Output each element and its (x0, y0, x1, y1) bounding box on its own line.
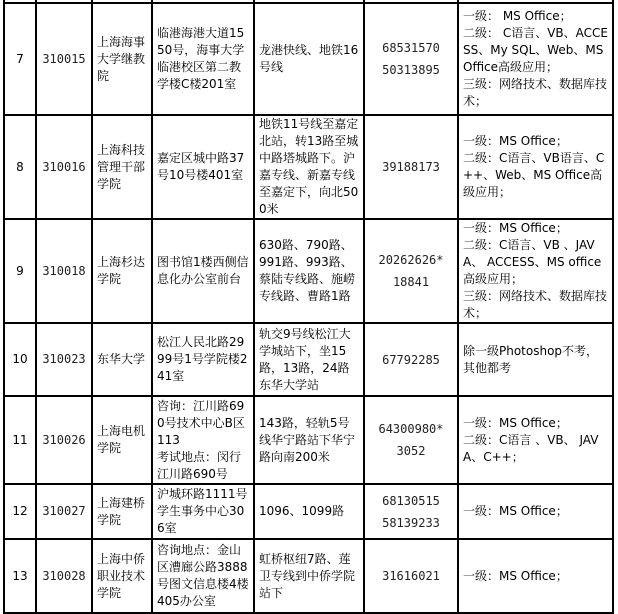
center-name (92, 396, 152, 484)
exam-levels (458, 3, 613, 115)
address-line: 咨询：江川路690号技术中心B区113 (157, 398, 245, 447)
center-address (152, 396, 254, 484)
center-address (152, 484, 254, 539)
address-line: 松江人民北路2999号1号学院楼241室 (157, 335, 248, 383)
row-index (4, 323, 36, 396)
code-text: 310016 (42, 159, 86, 174)
exam-level-line: 一级：MS Office； (463, 221, 568, 235)
code-text: 310015 (42, 51, 86, 66)
row-index (4, 219, 36, 323)
center-address (152, 219, 254, 323)
exam-levels (458, 219, 613, 323)
phone-number: 31616021 (382, 569, 440, 583)
exam-level-line: 二级： C语言、VB、ACCESS、My SQL、Web、MS Office高级应用； (463, 26, 608, 74)
phone-numbers (364, 539, 458, 613)
center-code (36, 539, 92, 613)
name-text: 上海海事大学继教院 (97, 34, 146, 83)
phone-number: 68130515 (382, 493, 440, 508)
index-text: 10 (12, 352, 28, 366)
row-index (4, 396, 36, 484)
index-text: 12 (12, 504, 28, 518)
index-text: 9 (16, 263, 24, 278)
row-index (4, 115, 36, 219)
center-code (36, 396, 92, 484)
center-name (92, 323, 152, 396)
table-row (4, 3, 613, 115)
transit-text: 虹桥枢纽7路、莲卫专线到中侨学院站下 (259, 551, 356, 600)
table-row (4, 115, 613, 219)
transit-text: 轨交9号线松江大学城站下，坐15路，13路，24路东华大学站 (259, 326, 351, 392)
center-address (152, 323, 254, 396)
exam-level-line: 一级：MS Office； (463, 415, 568, 430)
transit-info (254, 3, 364, 115)
exam-level-line: 三级：网络技术、数据库技术； (463, 289, 608, 320)
phone-numbers (364, 3, 458, 115)
exam-levels (458, 539, 613, 613)
index-text: 7 (16, 51, 24, 66)
exam-level-line: 除一级Photoshop不考，其他都考 (463, 343, 599, 375)
code-text: 310018 (42, 263, 86, 278)
transit-text: 630路、790路、991路、993路、蔡陆专线路、施崂专线路、曹路1路 (259, 238, 356, 303)
address-line: 嘉定区城中路37号10号楼401室 (157, 151, 245, 182)
code-text: 310023 (42, 352, 86, 366)
phone-number: 3052 (396, 444, 426, 458)
phone-number: 67792285 (382, 352, 440, 367)
exam-levels (458, 396, 613, 484)
center-code (36, 484, 92, 539)
transit-info (254, 396, 364, 484)
phone-numbers (364, 484, 458, 539)
phone-number: 20262626* (378, 253, 444, 267)
transit-text: 地铁11号线至嘉定北站，转13路至城中路塔城路下。沪嘉专线、新嘉专线至嘉定下，向北500米 (259, 117, 359, 216)
row-index (4, 539, 36, 613)
address-line: 沪城环路1111号学生事务中心306室 (157, 487, 248, 535)
name-text: 上海科技管理干部学院 (97, 142, 146, 191)
table-row (4, 219, 613, 323)
center-name (92, 484, 152, 539)
table-row (4, 539, 613, 613)
table-row (4, 396, 613, 484)
center-code (36, 219, 92, 323)
center-code (36, 115, 92, 219)
code-text: 310026 (42, 432, 86, 447)
center-name (92, 3, 152, 115)
index-text: 8 (16, 159, 24, 174)
phone-number: 18841 (392, 275, 430, 289)
phone-numbers (364, 219, 458, 323)
code-text: 310027 (42, 504, 86, 518)
name-text: 上海建桥学院 (97, 495, 146, 527)
table-row (4, 484, 613, 539)
phone-number: 39188173 (382, 160, 440, 174)
phone-numbers (364, 396, 458, 484)
center-name (92, 115, 152, 219)
exam-level-line: 一级：MS Office； (463, 568, 568, 583)
name-text: 上海电机学院 (97, 424, 146, 455)
center-address (152, 539, 254, 613)
center-name (92, 539, 152, 613)
transit-text: 1096、1099路 (259, 504, 345, 518)
name-text: 上海杉达学院 (97, 255, 146, 286)
row-index (4, 3, 36, 115)
center-address (152, 115, 254, 219)
center-code (36, 3, 92, 115)
address-line: 咨询地点：金山区漕廊公路3888号图文信息楼4楼405办公室 (157, 543, 249, 608)
phone-number: 68531570 (382, 41, 440, 55)
exam-levels (458, 484, 613, 539)
name-text: 上海中侨职业技术学院 (97, 551, 146, 600)
transit-info (254, 539, 364, 613)
exam-level-line: 三级：网络技术、数据库技术； (463, 77, 608, 108)
exam-levels (458, 115, 613, 219)
code-text: 310028 (42, 568, 86, 583)
exam-level-line: 二级：C语言、VB语言、C++、Web、MS Office高级应用； (463, 151, 605, 199)
table-row (4, 323, 613, 396)
exam-level-line: 一级：MS Office； (463, 134, 568, 148)
phone-numbers (364, 323, 458, 396)
phone-number: 58139233 (382, 515, 440, 530)
exam-level-line: 二级：C语言、VB 、JAVA、 ACCESS、MS office高级应用； (463, 238, 602, 286)
transit-text: 龙港快线、地铁16号线 (259, 43, 359, 74)
phone-numbers (364, 115, 458, 219)
address-line: 考试地点：闵行江川路690号 (157, 449, 242, 481)
center-address (152, 3, 254, 115)
row-index (4, 484, 36, 539)
address-line: 临港海港大道1550号，海事大学临港校区第二教学楼C楼201室 (157, 26, 245, 91)
index-text: 13 (12, 568, 28, 583)
transit-info (254, 484, 364, 539)
center-name (92, 219, 152, 323)
center-code (36, 323, 92, 396)
transit-info (254, 323, 364, 396)
exam-level-line: 一级： MS Office； (463, 9, 572, 23)
index-text: 11 (12, 432, 28, 447)
phone-number: 50313895 (382, 63, 440, 77)
exam-level-line: 一级：MS Office； (463, 504, 568, 518)
phone-number: 64300980* (378, 422, 444, 436)
name-text: 东华大学 (97, 352, 146, 366)
transit-info (254, 219, 364, 323)
address-line: 图书馆1楼西侧信息化办公室前台 (157, 255, 249, 286)
transit-info (254, 115, 364, 219)
exam-levels (458, 323, 613, 396)
exam-level-line: 二级：C语言 、VB、 JAVA、C++； (463, 432, 599, 464)
test-center-table (3, 0, 614, 614)
transit-text: 143路，轻轨5号线华宁路站下华宁路向南200米 (259, 415, 356, 464)
